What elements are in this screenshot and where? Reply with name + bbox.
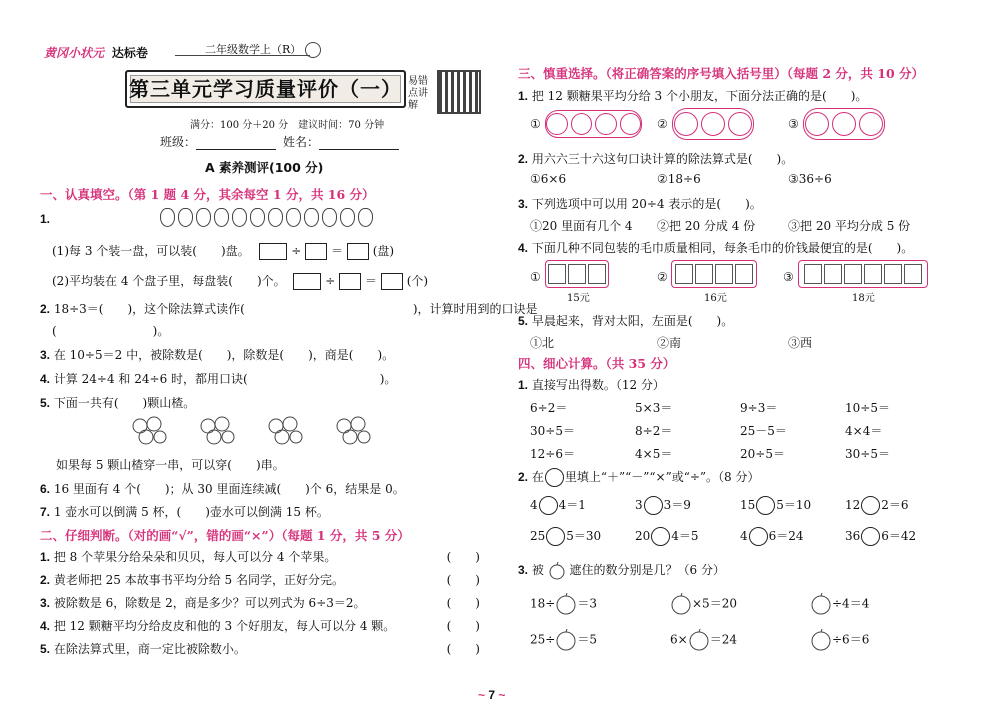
apple-item: ×5＝20 <box>670 593 810 615</box>
calc-item[interactable]: 5×3＝ <box>635 401 673 415</box>
s3-q2-option[interactable]: ①6×6 <box>530 172 567 186</box>
towel-pack-image <box>798 260 928 288</box>
calc-item[interactable]: 4×5＝ <box>635 447 673 461</box>
s1-q5b: 如果每 5 颗山楂穿一串，可以穿( )串。 <box>56 458 285 472</box>
operator-circle[interactable] <box>644 496 663 515</box>
pepper-icon <box>250 208 265 227</box>
calc-item[interactable]: 10÷5＝ <box>845 401 890 415</box>
hawthorn-cluster-icon <box>334 412 376 446</box>
calc-item[interactable]: 8÷2＝ <box>635 424 673 438</box>
pepper-icon <box>304 208 319 227</box>
candy-group-image <box>803 108 885 140</box>
calc-item[interactable]: 25－5＝ <box>740 424 787 438</box>
s3-q2: 2. 用六六三十六这句口诀计算的除法算式是( )。 <box>518 152 794 166</box>
pepper-icon <box>322 208 337 227</box>
judge-item: 4. 把 12 颗糖平均分给皮皮和他的 3 个好朋友，每人可以分 4 颗。 ( ) <box>40 619 480 633</box>
apple-item: ÷6＝6 <box>810 629 950 651</box>
s3-q4-option[interactable]: ② <box>657 270 668 284</box>
calc-item[interactable]: 9÷3＝ <box>740 401 778 415</box>
pepper-icon <box>160 208 175 227</box>
s3-q1-option[interactable]: ① <box>530 117 541 131</box>
apple-icon[interactable] <box>555 593 577 615</box>
s3-q1-option[interactable]: ② <box>657 117 668 131</box>
section-1-title: 一、认真填空。（第 1 题 4 分，其余每空 1 分，共 16 分） <box>40 187 375 202</box>
operator-circle[interactable] <box>861 527 880 546</box>
apple-item: 6× ＝24 <box>670 629 810 651</box>
answer-parens[interactable]: ( ) <box>446 619 480 633</box>
answer-box[interactable] <box>339 273 361 290</box>
judge-list <box>40 548 480 663</box>
operator-item: 20 4＝5 <box>635 527 740 546</box>
s3-q3-option[interactable]: ③把 20 平均分成 5 份 <box>788 219 911 233</box>
towel-pack-image <box>671 260 757 288</box>
s3-q3-option[interactable]: ①20 里面有几个 4 <box>530 219 633 233</box>
s1-q4: 4. 计算 24÷4 和 24÷6 时，都用口诀( )。 <box>40 372 397 386</box>
operator-circle[interactable] <box>749 527 768 546</box>
pepper-icon <box>178 208 193 227</box>
section-2-title: 二、仔细判断。（对的画“√”，错的画“×”）（每题 1 分，共 5 分） <box>40 528 410 543</box>
apple-icon[interactable] <box>810 593 832 615</box>
apple-grid <box>530 593 950 651</box>
answer-parens[interactable]: ( ) <box>446 642 480 656</box>
apple-item: 18÷ ＝3 <box>530 593 670 615</box>
s3-q5: 5. 早晨起来，背对太阳，左面是( )。 <box>518 314 734 328</box>
answer-parens[interactable]: ( ) <box>446 596 480 610</box>
answer-box[interactable] <box>293 273 321 290</box>
s3-q3-option[interactable]: ②把 20 分成 4 份 <box>657 219 756 233</box>
grade-label: 二年级数学上（R） <box>205 43 302 56</box>
s1-q2-cont: ( )。 <box>52 324 170 338</box>
operator-item: 3 3＝9 <box>635 496 740 515</box>
operator-item: 12 2＝6 <box>845 496 950 515</box>
s1-q7: 7. 1 壶水可以倒满 5 杯，( )壶水可以倒满 15 杯。 <box>40 505 329 519</box>
answer-box[interactable] <box>381 273 403 290</box>
section-4-title: 四、细心计算。（共 35 分） <box>518 356 676 371</box>
pepper-icon <box>340 208 355 227</box>
price-label: 16元 <box>704 293 727 304</box>
pepper-row-image <box>160 208 373 227</box>
pepper-icon <box>214 208 229 227</box>
s3-q2-option[interactable]: ③36÷6 <box>788 172 832 186</box>
operator-circle[interactable] <box>756 496 775 515</box>
s4-q1: 1. 直接写出得数。（12 分） <box>518 378 665 392</box>
price-label: 15元 <box>567 293 590 304</box>
calc-item[interactable]: 4×4＝ <box>845 424 883 438</box>
apple-icon[interactable] <box>670 593 692 615</box>
name-field[interactable]: 姓名： <box>283 133 399 150</box>
operator-item: 36 6＝42 <box>845 527 950 546</box>
candy-group-image <box>545 110 642 138</box>
hawthorn-cluster-icon <box>266 412 308 446</box>
s1-q1a: (1)每 3 个装一盘，可以装( )盘。 ÷ ＝ (盘) <box>52 244 395 258</box>
operator-circle[interactable] <box>539 496 558 515</box>
calc-grid <box>530 399 950 462</box>
pepper-icon <box>358 208 373 227</box>
s3-q5-option[interactable]: ①北 <box>530 336 555 350</box>
s1-q3: 3. 在 10÷5＝2 中，被除数是( )，除数是( )，商是( )。 <box>40 348 395 362</box>
s1-q1: 1. <box>40 212 51 226</box>
pepper-icon <box>232 208 247 227</box>
s1-q2: 2. 18÷3＝( )，这个除法算式读作( )，计算时用到的口诀是 <box>40 302 538 316</box>
hawthorn-cluster-icon <box>130 412 172 446</box>
s4-q2: 2. 在 里填上“＋”“－”“×”或“÷”。（8 分） <box>518 468 760 487</box>
logo <box>44 44 148 61</box>
section-3-title: 三、慎重选择。（将正确答案的序号填入括号里）（每题 2 分，共 10 分） <box>518 66 925 81</box>
s3-q1: 1. 把 12 颗糖果平均分给 3 个小朋友，下面分法正确的是( )。 <box>518 89 868 103</box>
candy-group-image <box>672 108 754 140</box>
s1-q5: 5. 下面一共有( )颗山楂。 <box>40 396 196 410</box>
answer-box[interactable] <box>347 243 369 260</box>
operator-item: 15 5＝10 <box>740 496 845 515</box>
s3-q5-option[interactable]: ③西 <box>788 336 813 350</box>
judge-item: 5. 在除法算式里，商一定比被除数小。 ( ) <box>40 642 480 656</box>
page-number: ~ 7 ~ <box>478 688 506 702</box>
answer-box[interactable] <box>259 243 287 260</box>
calc-item[interactable]: 6÷2＝ <box>530 401 568 415</box>
s3-q3: 3. 下列选项中可以用 20÷4 表示的是( )。 <box>518 197 762 211</box>
s3-q4-option[interactable]: ③ <box>783 270 794 284</box>
operator-circle[interactable] <box>546 527 565 546</box>
towel-pack-image <box>545 260 609 288</box>
s4-q3: 3. 被 遮住的数分别是几？（6 分） <box>518 561 725 580</box>
pepper-icon <box>268 208 283 227</box>
s1-q6: 6. 16 里面有 4 个( )；从 30 里面连续减( )个 6，结果是 0。 <box>40 482 405 496</box>
apple-icon[interactable] <box>688 629 710 651</box>
s3-q2-option[interactable]: ②18÷6 <box>657 172 701 186</box>
s3-q1-option[interactable]: ③ <box>788 117 799 131</box>
series-label: 达标卷 <box>111 46 148 60</box>
s3-q4: 4. 下面几种不同包装的毛巾质量相同，每条毛巾的价钱最便宜的是( )。 <box>518 241 914 255</box>
calc-item[interactable]: 20÷5＝ <box>740 447 785 461</box>
judge-item: 1. 把 8 个苹果分给朵朵和贝贝，每人可以分 4 个苹果。 ( ) <box>40 550 480 564</box>
judge-item: 2. 黄老师把 25 本故事书平均分给 5 名同学，正好分完。 ( ) <box>40 573 480 587</box>
score-line: 满分：100 分＋20 分 建议时间：70 分钟 <box>190 120 385 131</box>
s1-q1b: (2)平均装在 4 个盘子里，每盘装( )个。 ÷ ＝ (个) <box>52 274 429 288</box>
apple-icon[interactable] <box>555 629 577 651</box>
operator-circle[interactable] <box>651 527 670 546</box>
operator-item: 4 4＝1 <box>530 496 635 515</box>
s3-q4-option[interactable]: ① <box>530 270 541 284</box>
pepper-icon <box>196 208 211 227</box>
price-label: 18元 <box>852 293 875 304</box>
page-title: 第三单元学习质量评价（一） <box>125 70 406 108</box>
apple-item: 25÷ ＝5 <box>530 629 670 651</box>
calc-item[interactable]: 30÷5＝ <box>845 447 890 461</box>
circle-blank-icon <box>545 468 564 487</box>
calc-item[interactable]: 12÷6＝ <box>530 447 575 461</box>
wrong-question-label: 易错点讲解 <box>408 76 428 111</box>
s3-q5-option[interactable]: ②南 <box>657 336 682 350</box>
apple-icon <box>548 562 566 580</box>
answer-parens[interactable]: ( ) <box>446 573 480 587</box>
judge-item: 3. 被除数是 6，除数是 2，商是多少？可以列式为 6÷3＝2。 ( ) <box>40 596 480 610</box>
operator-item: 4 6＝24 <box>740 527 845 546</box>
logo-text: 黄冈小状元 <box>44 46 105 60</box>
answer-box[interactable] <box>305 243 327 260</box>
header-rule <box>175 55 310 56</box>
class-field[interactable]: 班级： <box>160 133 276 150</box>
operator-circle[interactable] <box>861 496 880 515</box>
hawthorn-image <box>130 412 376 446</box>
qr-code-icon[interactable] <box>437 70 481 114</box>
answer-parens[interactable]: ( ) <box>446 550 480 564</box>
hawthorn-cluster-icon <box>198 412 240 446</box>
pepper-icon <box>286 208 301 227</box>
apple-icon[interactable] <box>810 629 832 651</box>
section-a-title: A 素养测评(100 分) <box>205 160 324 175</box>
operator-item: 25 5＝30 <box>530 527 635 546</box>
apple-item: ÷4＝4 <box>810 593 950 615</box>
operator-grid <box>530 496 950 546</box>
spiral-icon <box>305 42 321 58</box>
calc-item[interactable]: 30÷5＝ <box>530 424 575 438</box>
